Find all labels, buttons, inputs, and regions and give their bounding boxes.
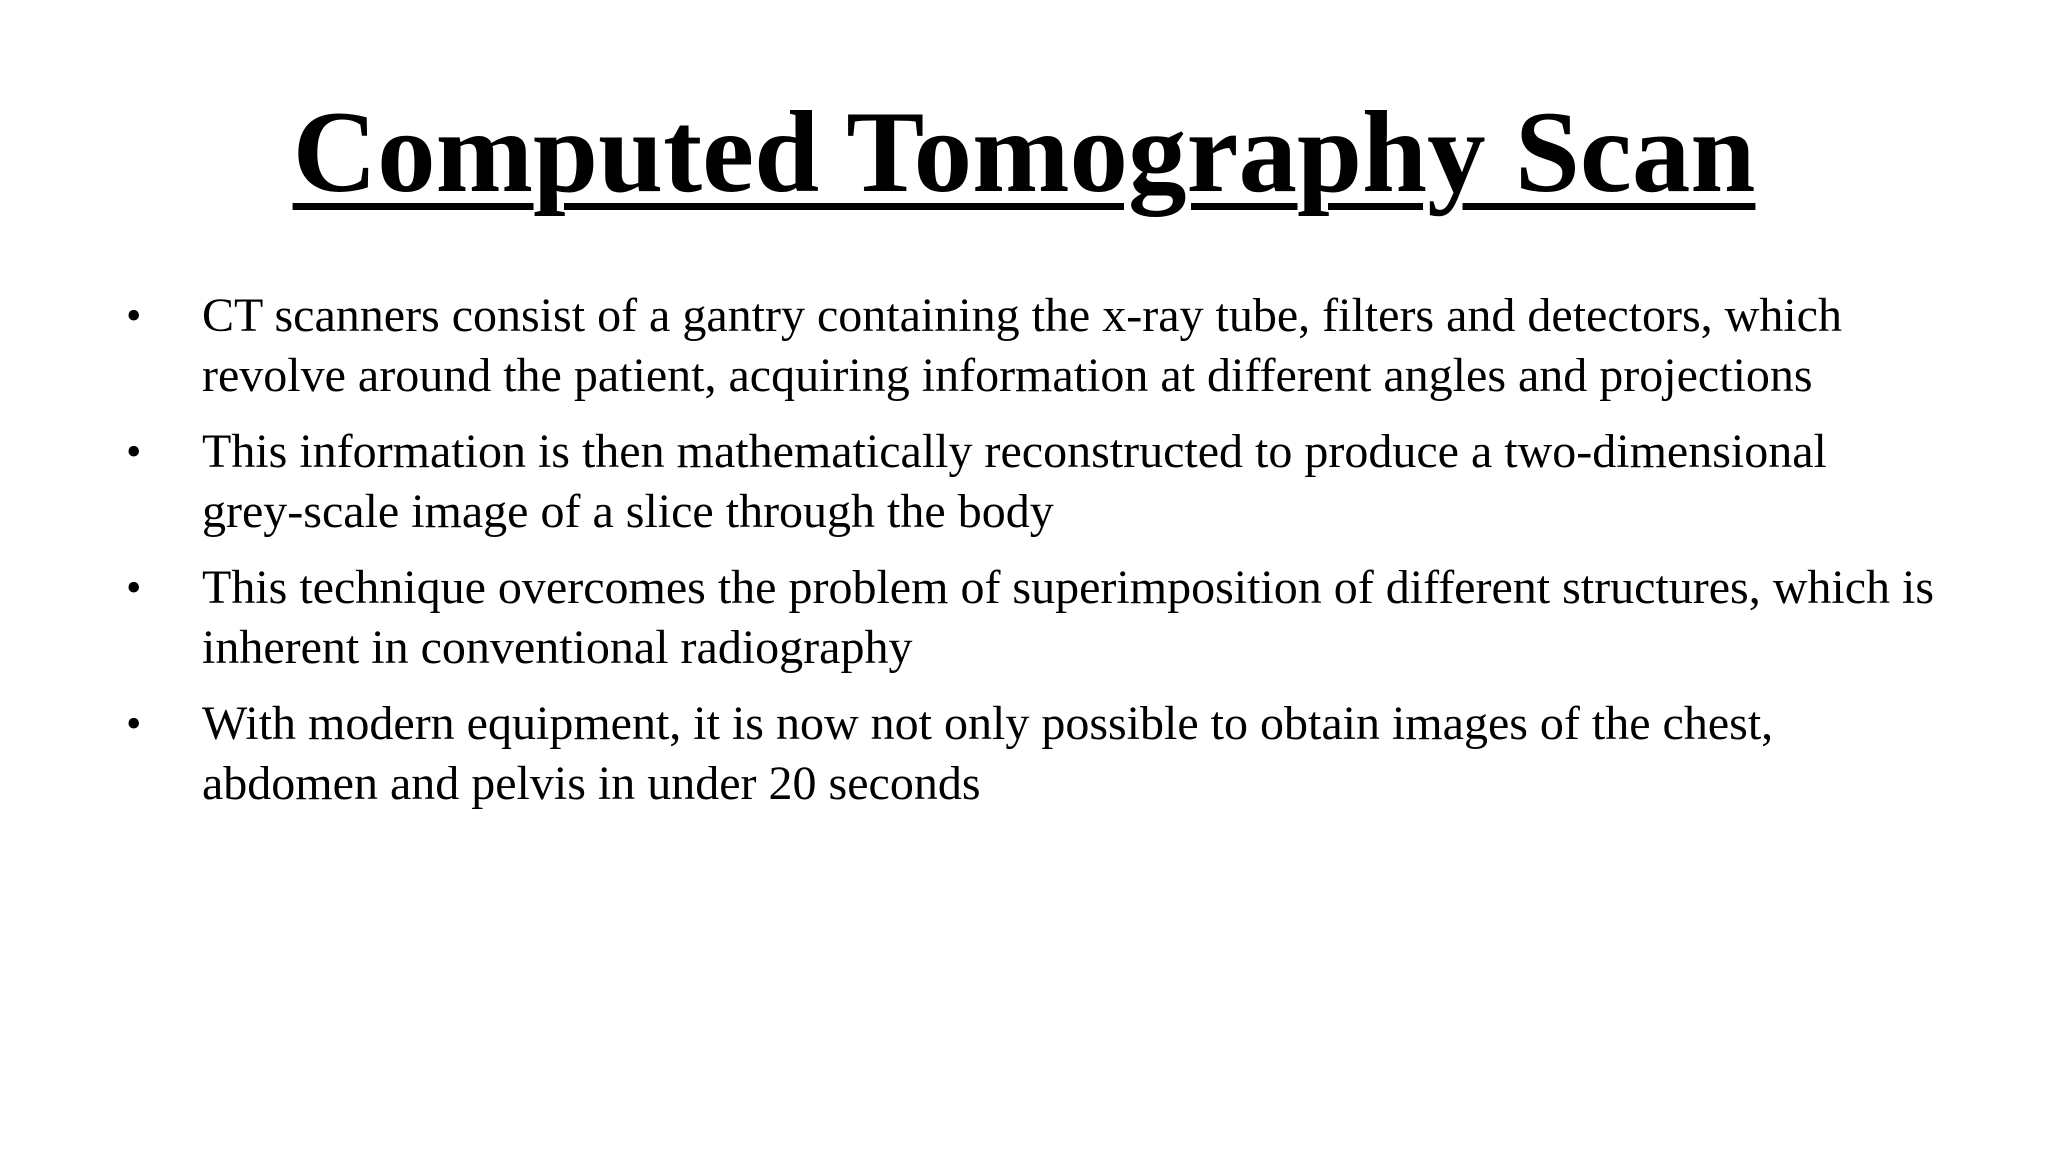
bullet-icon: • (126, 291, 142, 340)
slide-title: Computed Tomography Scan (292, 88, 1756, 217)
bullet-item (118, 558, 1938, 678)
bullet-text: This technique overcomes the problem of superimposition of different structures, which is inherent in conventional radiography (202, 561, 1935, 674)
bullet-text: CT scanners consist of a gantry containing the x-ray tube, filters and detectors, which revolve around the patient, acquiring information at different angles and projections (202, 289, 1842, 402)
bullet-list (118, 286, 1938, 830)
bullet-item (118, 286, 1938, 406)
bullet-icon: • (126, 699, 142, 748)
bullet-item (118, 694, 1938, 814)
bullet-icon: • (126, 563, 142, 612)
bullet-text: This information is then mathematically reconstructed to produce a two-dimensional grey-scale image of a slice through the body (202, 425, 1827, 538)
bullet-item (118, 422, 1938, 542)
bullet-icon: • (126, 427, 142, 476)
bullet-text: With modern equipment, it is now not only possible to obtain images of the chest, abdomen and pelvis in under 20 seconds (202, 697, 1774, 810)
